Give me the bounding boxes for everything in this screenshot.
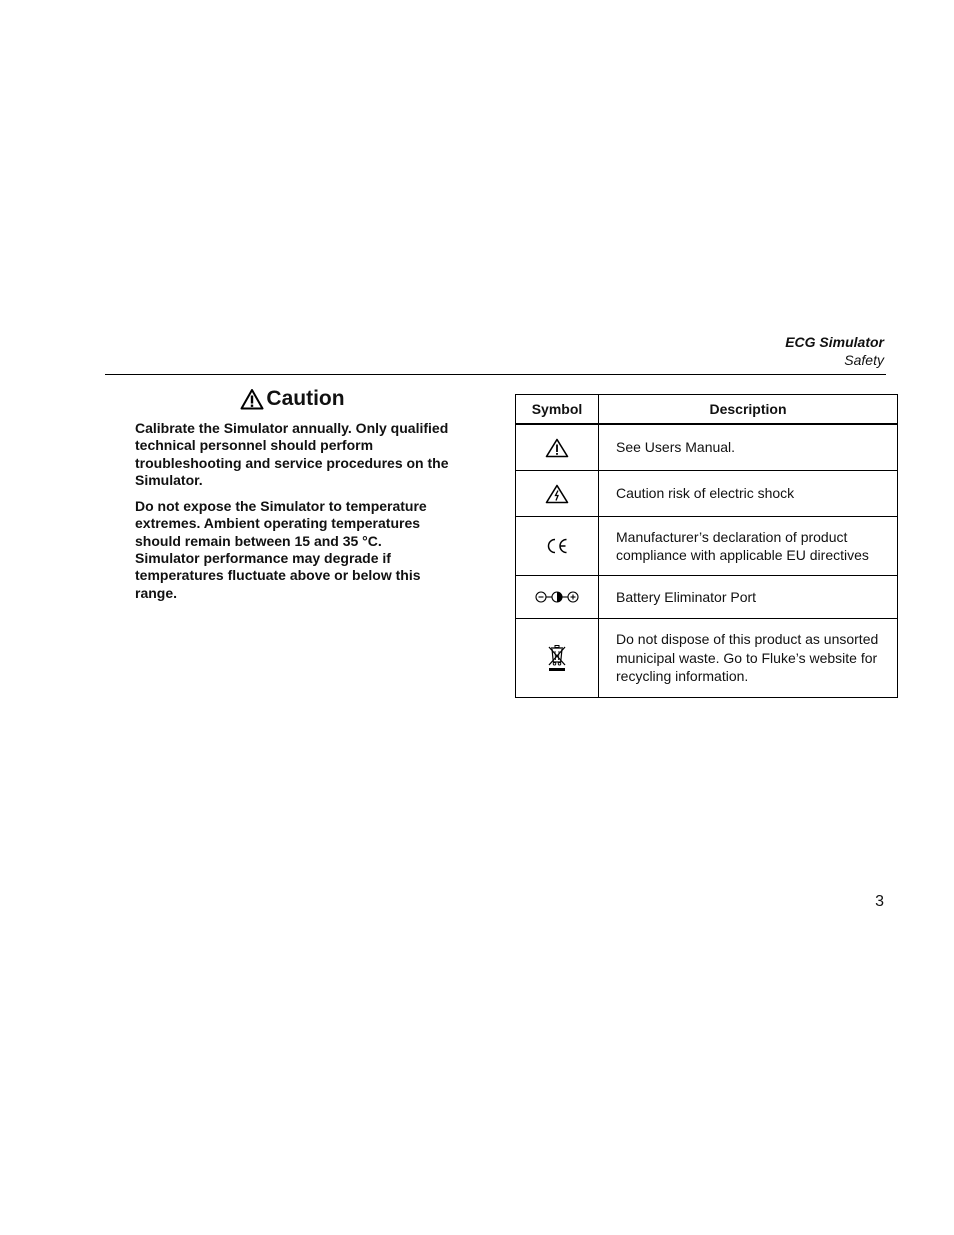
description-cell: Manufacturer’s declaration of product compliance with applicable EU directives [599,517,898,576]
header-subtitle: Safety [844,352,884,368]
column-header-description: Description [599,395,898,425]
description-cell: Caution risk of electric shock [599,471,898,517]
table-row [516,424,898,471]
table-row [516,517,898,576]
symbol-cell [516,517,599,576]
symbol-table [515,394,898,698]
column-header-symbol: Symbol [516,395,599,425]
caution-block [135,386,450,611]
caution-paragraph: Calibrate the Simulator annually. Only qualified technical personnel should perform troubleshooting and service procedures on the Simulator. [135,420,449,488]
battery-eliminator-polarity-icon [535,590,579,604]
header-rule [105,374,886,375]
warning-triangle-icon [240,388,264,410]
warning-triangle-icon [545,438,569,458]
header-title: ECG Simulator [785,334,884,350]
table-row [516,471,898,517]
weee-bin-icon [546,644,568,672]
symbol-cell [516,576,599,619]
running-header [785,333,884,369]
description-cell: See Users Manual. [599,424,898,471]
electric-shock-icon [545,484,569,504]
caution-paragraph: Do not expose the Simulator to temperature extremes. Ambient operating temperatures should remain between 15 and 35 °C. Simulator performance may degrade if temperatures fluctuate above or below this range. [135,498,427,601]
table-row [516,619,898,698]
symbol-cell [516,619,599,698]
caution-heading [135,386,450,412]
description-cell: Do not dispose of this product as unsorted municipal waste. Go to Fluke’s website for recycling information. [599,619,898,698]
symbol-cell [516,424,599,471]
table-header-row [516,395,898,425]
ce-mark-icon [544,537,570,555]
page-number: 3 [875,893,884,910]
description-cell: Battery Eliminator Port [599,576,898,619]
caution-heading-text: Caution [266,387,345,410]
symbol-cell [516,471,599,517]
table-row [516,576,898,619]
